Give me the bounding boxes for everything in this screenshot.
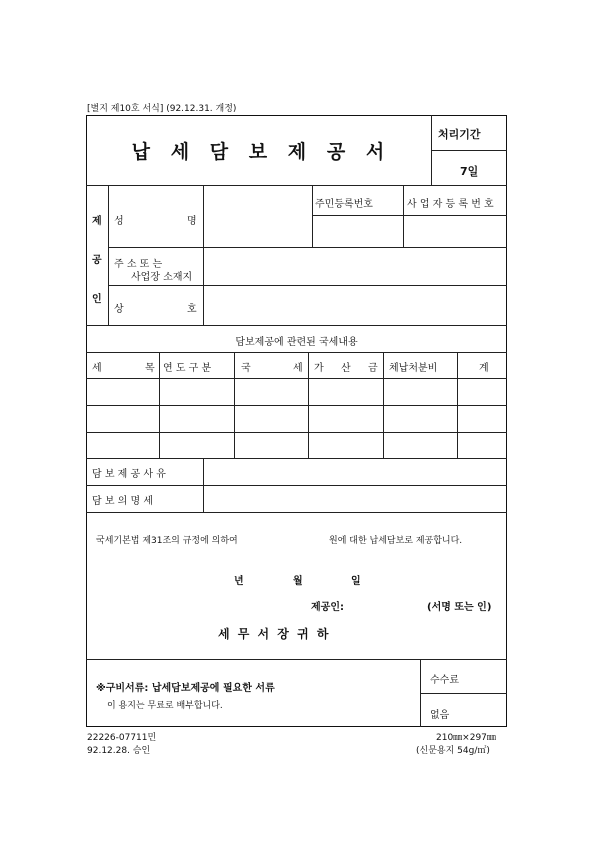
trade-name-label: 상: [114, 304, 124, 315]
title-char: 세: [170, 140, 191, 163]
form-title: [86, 115, 431, 185]
divider: [86, 458, 507, 459]
divider: [457, 352, 458, 458]
free-distribution-note: 이 용지는 무료로 배부합니다.: [107, 701, 223, 711]
approval-date: 92.12.28. 승인: [87, 746, 151, 756]
divider: [312, 215, 507, 216]
divider: [431, 150, 507, 151]
divider: [431, 115, 432, 185]
address-label: 주 소 또 는: [114, 259, 163, 270]
divider: [203, 185, 204, 325]
col-disposition-fee: 체납처분비: [389, 363, 438, 374]
title-char: 납: [131, 140, 152, 163]
divider: [308, 352, 309, 458]
divider: [86, 378, 507, 379]
fee-label: 수수료: [430, 675, 459, 686]
collateral-detail-label: 담 보 의 명 세: [92, 496, 154, 507]
divider: [86, 432, 507, 433]
divider: [420, 659, 421, 727]
provider-sign-label: 제공인:: [311, 602, 344, 613]
processing-period-label: 처리기간: [438, 128, 481, 141]
signature-note: (서명 또는 인): [427, 602, 492, 613]
divider: [86, 659, 507, 660]
paper-type: (신문용지 54g/㎡): [416, 746, 490, 756]
collateral-reason-label: 담 보 제 공 사 유: [92, 469, 166, 480]
title-char: 제: [287, 140, 308, 163]
business-number-label: 사 업 자 등 록 번 호: [407, 199, 494, 210]
date-day-label: 일: [351, 576, 361, 587]
col-additional-tax: 가: [314, 363, 324, 374]
divider: [86, 512, 507, 513]
title-char: 서: [365, 140, 386, 163]
title-char: 보: [248, 140, 269, 163]
divider: [108, 247, 507, 248]
processing-period-value: 7일: [460, 165, 479, 178]
address-label: 사업장 소재지: [131, 272, 193, 283]
divider: [86, 352, 507, 353]
divider: [203, 458, 204, 512]
paper-size: 210㎜×297㎜: [436, 733, 496, 743]
divider: [86, 325, 507, 326]
trade-name-label: 호: [187, 304, 197, 315]
divider: [108, 285, 507, 286]
title-char: 공: [326, 140, 347, 163]
provider-section-char: 인: [92, 294, 102, 305]
divider: [86, 185, 507, 186]
divider: [234, 352, 235, 458]
resident-number-label: 주민등록번호: [315, 199, 373, 210]
col-national-tax: 국: [241, 363, 251, 374]
divider: [383, 352, 384, 458]
declaration-law-text: 국세기본법 제31조의 규정에 의하여: [96, 536, 238, 546]
name-label: 성: [114, 216, 124, 227]
form-code: 22226-07711민: [87, 733, 157, 743]
name-label: 명: [187, 216, 197, 227]
title-char: 담: [209, 140, 230, 163]
provider-section-char: 제: [92, 216, 102, 227]
divider: [86, 405, 507, 406]
addressee: 세 무 서 장 귀 하: [218, 627, 331, 641]
provider-section-char: 공: [92, 255, 102, 266]
col-year: 연 도 구 분: [163, 363, 212, 374]
declaration-amount-text: 원에 대한 납세담보로 제공합니다.: [329, 536, 463, 546]
col-national-tax: 세: [293, 363, 303, 374]
divider: [159, 352, 160, 458]
form-reference: [별지 제10호 서식] (92.12.31. 개정): [87, 104, 237, 114]
col-tax-item: 세: [92, 363, 102, 374]
divider: [86, 485, 507, 486]
fee-value: 없음: [430, 710, 450, 721]
tax-section-heading: 담보제공에 관련된 국세내용: [235, 337, 358, 348]
col-additional-tax: 산: [341, 363, 351, 374]
col-tax-item: 목: [145, 363, 155, 374]
divider: [403, 185, 404, 247]
col-total: 계: [479, 363, 489, 374]
col-additional-tax: 금: [368, 363, 378, 374]
divider: [420, 693, 507, 694]
divider: [312, 185, 313, 247]
date-month-label: 월: [293, 576, 303, 587]
divider: [108, 185, 109, 325]
required-documents: ※구비서류: 납세담보제공에 필요한 서류: [96, 683, 275, 694]
date-year-label: 년: [234, 576, 244, 587]
